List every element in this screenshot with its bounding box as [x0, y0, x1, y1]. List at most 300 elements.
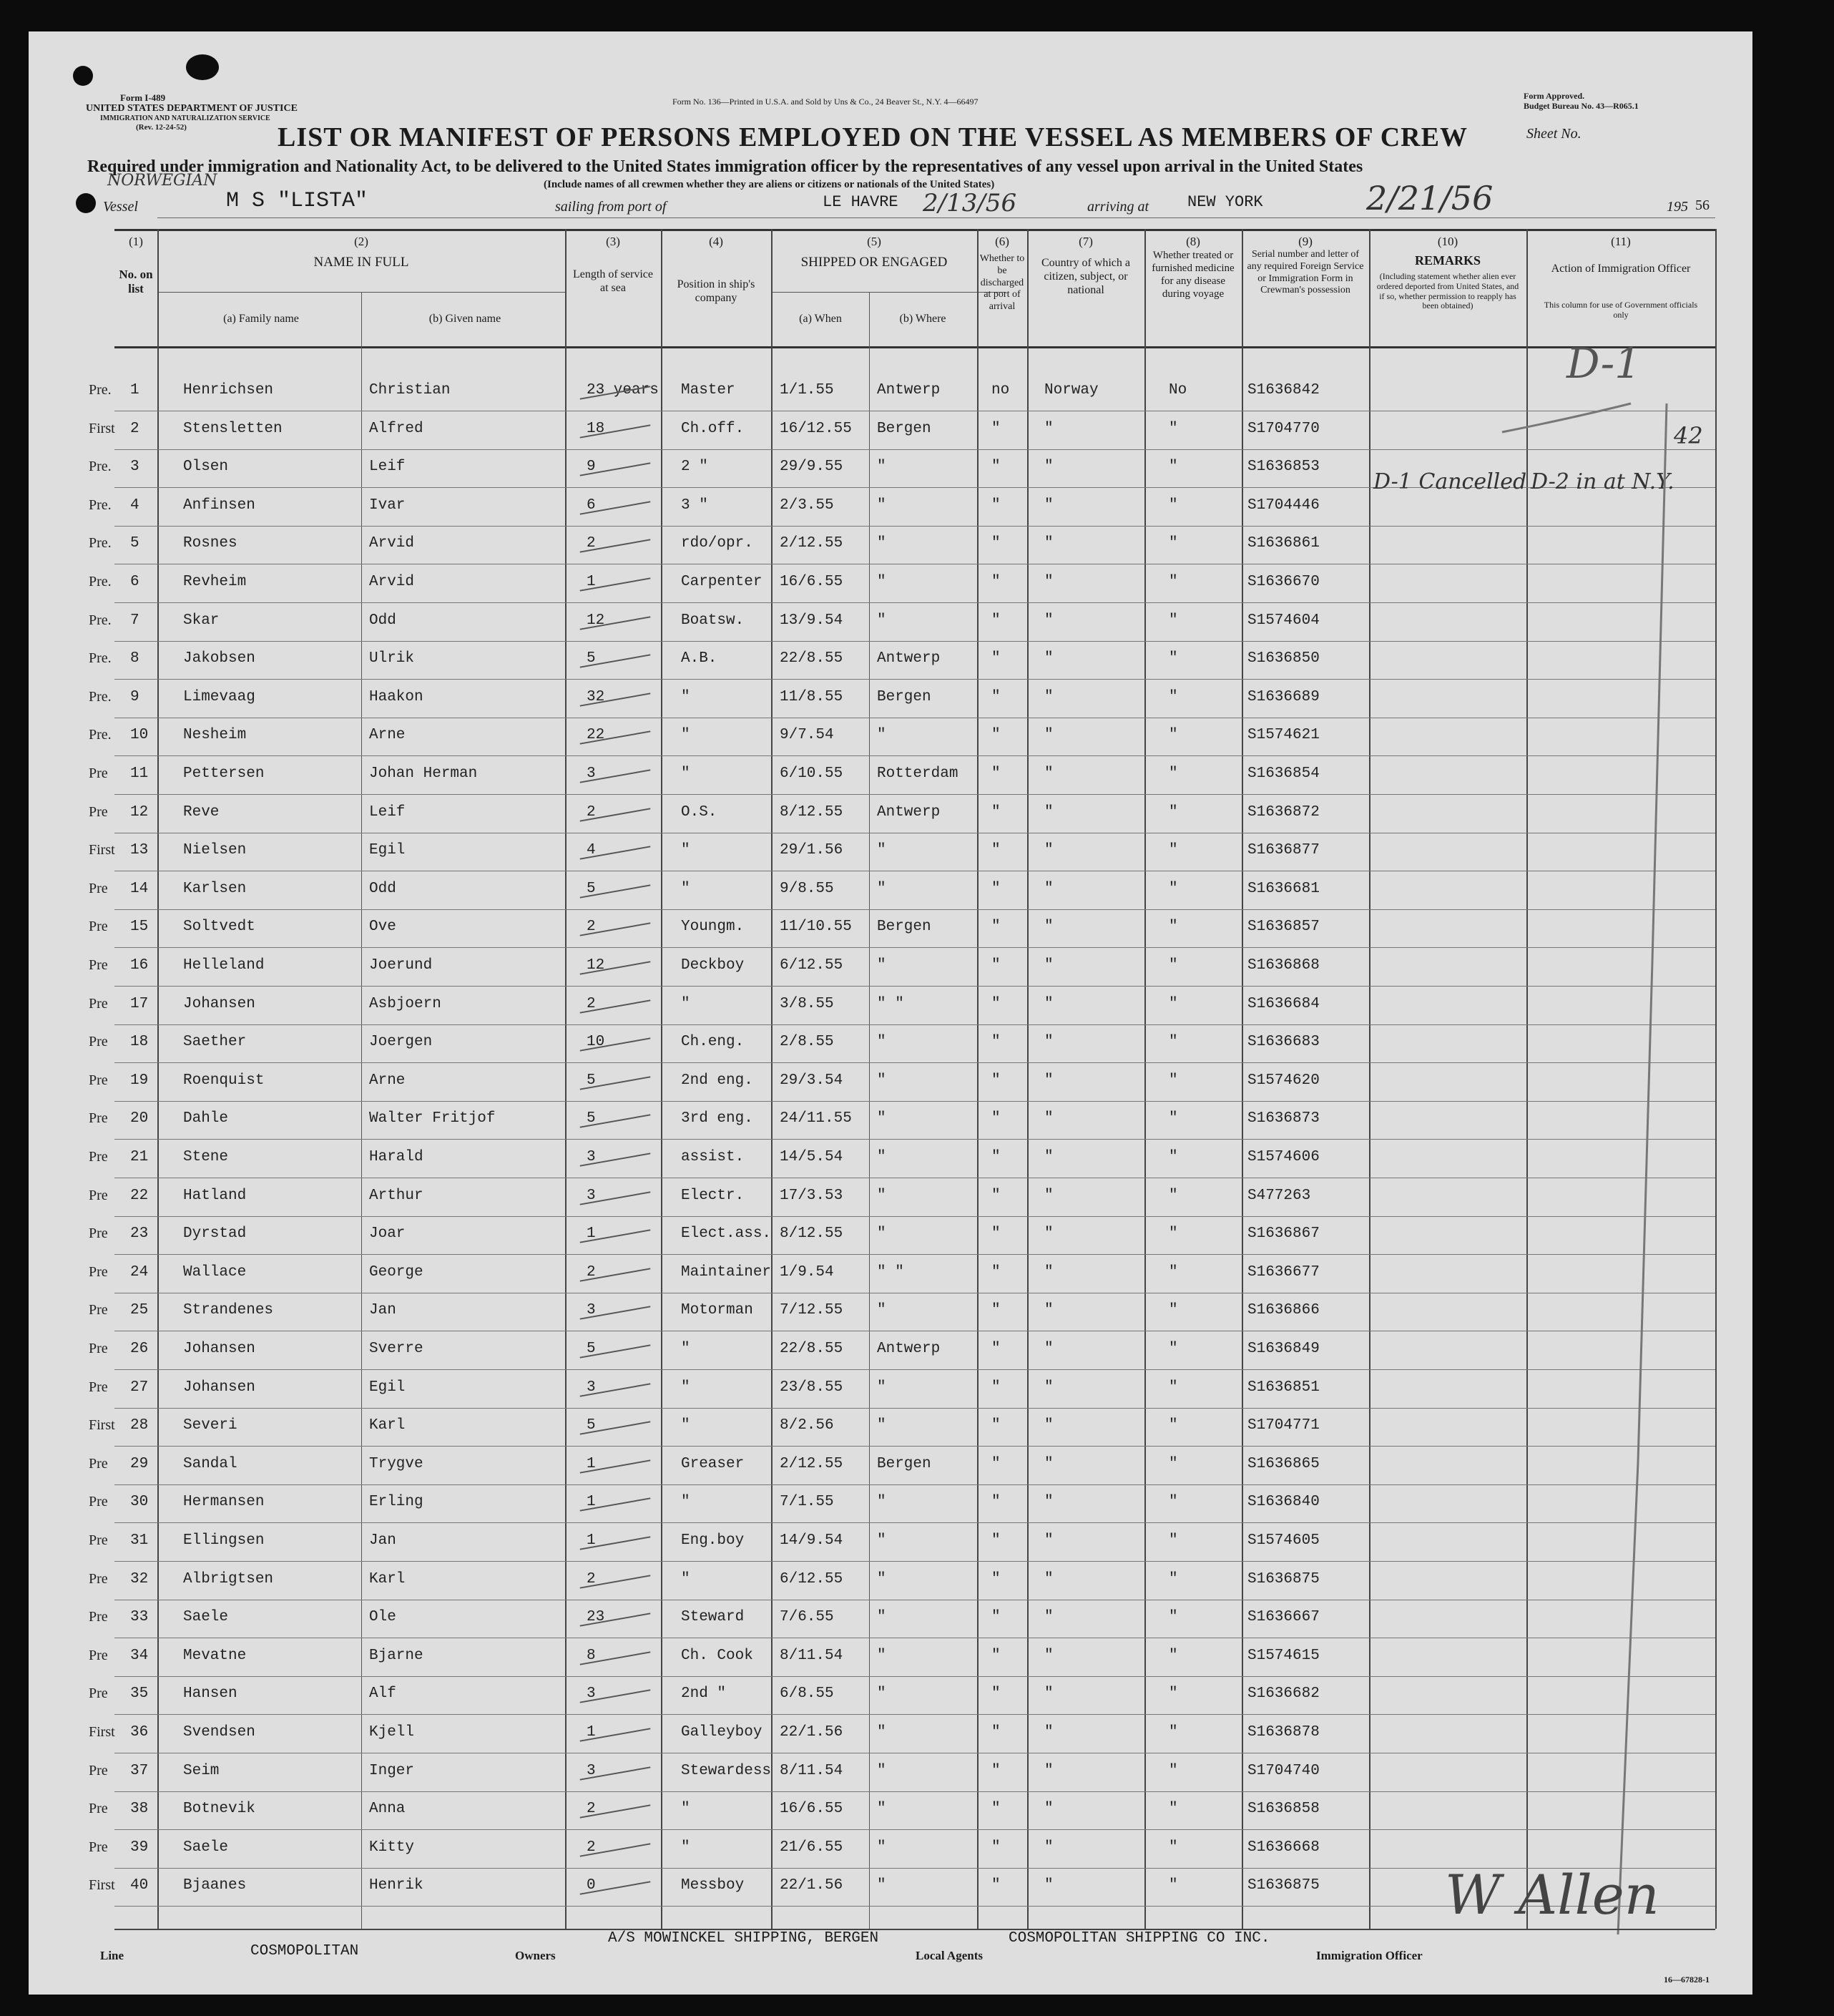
- position: Stewardess: [681, 1762, 772, 1779]
- col10-number: (10): [1437, 235, 1458, 248]
- discharged: ": [991, 1532, 1001, 1549]
- row-number: 40: [130, 1877, 149, 1894]
- row-prefix: Pre: [89, 1532, 108, 1548]
- serial-number: S1636875: [1247, 1570, 1320, 1587]
- row-number: 1: [130, 382, 139, 398]
- serial-number: S1636873: [1247, 1110, 1320, 1127]
- row-number: 9: [130, 688, 139, 705]
- shipped-where: Bergen: [877, 420, 931, 437]
- given-name: Arvid: [369, 535, 415, 552]
- family-name: Hatland: [183, 1187, 247, 1204]
- position: Maintainer: [681, 1263, 772, 1281]
- family-name: Mevatne: [183, 1647, 247, 1664]
- shipped-when: 11/10.55: [780, 919, 852, 936]
- shipped-when: 8/12.55: [780, 803, 843, 821]
- country: ": [1044, 727, 1054, 744]
- row-number: 28: [130, 1417, 149, 1434]
- treated: ": [1169, 496, 1178, 514]
- row-number: 13: [130, 842, 149, 859]
- shipped-where: ": [877, 1877, 886, 1894]
- serial-number: S1636866: [1247, 1302, 1320, 1319]
- shipped-where: ": [877, 1072, 886, 1089]
- given-name: Anna: [369, 1801, 406, 1818]
- serial-number: S1704771: [1247, 1417, 1320, 1434]
- treated: ": [1169, 650, 1178, 667]
- shipped-where: ": [877, 842, 886, 859]
- given-name: Henrik: [369, 1877, 423, 1894]
- treated: ": [1169, 1417, 1178, 1434]
- serial-number: S1636668: [1247, 1839, 1320, 1856]
- treated: ": [1169, 880, 1178, 897]
- given-name: Egil: [369, 1379, 406, 1396]
- sailing-date-handwritten: 2/13/56: [923, 189, 1017, 217]
- discharged: ": [991, 1609, 1001, 1626]
- row-prefix: Pre.: [89, 496, 112, 513]
- service-length: 22: [587, 727, 605, 744]
- form-approved: Form Approved.: [1524, 91, 1585, 101]
- given-name: Alfred: [369, 420, 423, 437]
- given-name: Leif: [369, 459, 406, 476]
- position: Motorman: [681, 1302, 753, 1319]
- row-prefix: First: [89, 842, 115, 858]
- row-prefix: Pre: [89, 957, 108, 973]
- treated: ": [1169, 765, 1178, 782]
- row-prefix: Pre: [89, 1647, 108, 1663]
- country: ": [1044, 995, 1054, 1012]
- row1-action-handwritten: D-1: [1566, 339, 1642, 388]
- family-name: Soltvedt: [183, 919, 255, 936]
- shipped-when: 29/3.54: [780, 1072, 843, 1089]
- treated: ": [1169, 688, 1178, 705]
- country: ": [1044, 612, 1054, 629]
- form-code: 16—67828-1: [1664, 1975, 1710, 1985]
- family-name: Dahle: [183, 1110, 229, 1127]
- given-name: Asbjoern: [369, 995, 441, 1012]
- shipped-where: ": [877, 880, 886, 897]
- given-name: Arvid: [369, 574, 415, 590]
- treated: ": [1169, 1110, 1178, 1127]
- service-length: 23: [587, 1609, 605, 1626]
- family-name: Hansen: [183, 1685, 237, 1703]
- row-number: 37: [130, 1762, 149, 1779]
- shipped-when: 8/2.56: [780, 1417, 834, 1434]
- shipped-where: ": [877, 727, 886, 744]
- treated: ": [1169, 1647, 1178, 1664]
- given-name: Trygve: [369, 1455, 423, 1472]
- family-name: Karlsen: [183, 880, 247, 897]
- shipped-when: 8/11.54: [780, 1647, 843, 1664]
- treated: ": [1169, 1341, 1178, 1357]
- treated: ": [1169, 1762, 1178, 1779]
- serial-number: S1636670: [1247, 574, 1320, 590]
- family-name: Jakobsen: [183, 650, 255, 667]
- discharged: no: [991, 382, 1010, 398]
- serial-number: S1636681: [1247, 880, 1320, 897]
- serial-number: S1574621: [1247, 727, 1320, 744]
- position: ": [681, 842, 690, 859]
- shipped-where: ": [877, 1149, 886, 1165]
- country: ": [1044, 1187, 1054, 1204]
- shipped-where: ": [877, 1187, 886, 1204]
- row-number: 14: [130, 880, 149, 897]
- service-length: 32: [587, 688, 605, 705]
- shipped-when: 21/6.55: [780, 1839, 843, 1856]
- row-number: 38: [130, 1801, 149, 1818]
- family-name: Wallace: [183, 1263, 247, 1281]
- local-agents-label: Local Agents: [916, 1949, 983, 1962]
- position: Steward: [681, 1609, 745, 1626]
- treated: ": [1169, 1685, 1178, 1703]
- given-name: Joerund: [369, 957, 433, 974]
- serial-number: S1574620: [1247, 1072, 1320, 1089]
- row-prefix: Pre: [89, 1341, 108, 1356]
- position: A.B.: [681, 650, 717, 667]
- col5a-header: (a) When: [799, 313, 842, 325]
- given-name: Walter Fritjof: [369, 1110, 496, 1127]
- service-length: 2: [587, 995, 596, 1012]
- service-length: 10: [587, 1034, 605, 1051]
- owners-value: A/S MOWINCKEL SHIPPING, BERGEN: [608, 1930, 879, 1947]
- table-bottom-rule: [114, 1929, 1715, 1930]
- shipped-when: 6/12.55: [780, 957, 843, 974]
- row-number: 32: [130, 1570, 149, 1587]
- shipped-when: 1/1.55: [780, 382, 834, 398]
- service-length: 2: [587, 919, 596, 936]
- position: Greaser: [681, 1455, 745, 1472]
- family-name: Johansen: [183, 995, 255, 1012]
- service: IMMIGRATION AND NATURALIZATION SERVICE: [100, 114, 270, 122]
- position: Eng.boy: [681, 1532, 745, 1549]
- position: ": [681, 1801, 690, 1818]
- shipped-where: ": [877, 1685, 886, 1703]
- serial-number: S477263: [1247, 1187, 1311, 1204]
- row-number: 31: [130, 1532, 149, 1549]
- given-name: Joar: [369, 1225, 406, 1243]
- service-length: 12: [587, 957, 605, 974]
- row-number: 33: [130, 1609, 149, 1626]
- country: ": [1044, 1149, 1054, 1165]
- col5b-header: (b) Where: [899, 313, 946, 325]
- family-name: Severi: [183, 1417, 237, 1434]
- row-prefix: Pre.: [89, 688, 112, 705]
- shipped-where: Antwerp: [877, 803, 941, 821]
- col10-header: REMARKS: [1414, 253, 1481, 268]
- serial-number: S1636872: [1247, 803, 1320, 821]
- position: ": [681, 1341, 690, 1357]
- treated: ": [1169, 1034, 1178, 1051]
- serial-number: S1636851: [1247, 1379, 1320, 1396]
- shipped-where: ": [877, 957, 886, 974]
- given-name: Leif: [369, 803, 406, 821]
- row-prefix: Pre: [89, 1839, 108, 1855]
- row-prefix: Pre: [89, 1609, 108, 1625]
- discharged: ": [991, 1877, 1001, 1894]
- country: ": [1044, 1110, 1054, 1127]
- serial-number: S1704740: [1247, 1762, 1320, 1779]
- position: ": [681, 1494, 690, 1511]
- country: ": [1044, 880, 1054, 897]
- discharged: ": [991, 919, 1001, 936]
- col4-number: (4): [709, 235, 723, 248]
- treated: ": [1169, 1187, 1178, 1204]
- family-name: Roenquist: [183, 1072, 265, 1089]
- given-name: Johan Herman: [369, 765, 478, 782]
- row-prefix: Pre: [89, 1801, 108, 1817]
- immigration-officer-signature: W Allen: [1445, 1863, 1659, 1927]
- shipped-where: ": [877, 1302, 886, 1319]
- row-prefix: First: [89, 1417, 115, 1434]
- shipped-when: 16/6.55: [780, 574, 843, 590]
- shipped-where: Rotterdam: [877, 765, 958, 782]
- treated: ": [1169, 957, 1178, 974]
- col11-note: This column for use of Government officials only: [1544, 300, 1698, 320]
- country: ": [1044, 803, 1054, 821]
- treated: ": [1169, 803, 1178, 821]
- given-name: Haakon: [369, 688, 423, 705]
- shipped-where: ": [877, 1762, 886, 1779]
- serial-number: S1636878: [1247, 1724, 1320, 1741]
- printer-note: Form No. 136—Printed in U.S.A. and Sold by Uns & Co., 24 Beaver St., N.Y. 4—66497: [672, 97, 979, 107]
- shipped-when: 8/11.54: [780, 1762, 843, 1779]
- position: 3rd eng.: [681, 1110, 753, 1127]
- row-number: 25: [130, 1302, 149, 1319]
- row-number: 26: [130, 1341, 149, 1357]
- given-name: Arne: [369, 1072, 406, 1089]
- shipped-where: " ": [877, 1263, 904, 1281]
- family-name: Anfinsen: [183, 496, 255, 514]
- given-name: Alf: [369, 1685, 396, 1703]
- col8-header: Whether treated or furnished medicine for any disease during voyage: [1152, 250, 1235, 300]
- row-number: 22: [130, 1187, 149, 1204]
- position: ": [681, 1417, 690, 1434]
- discharged: ": [991, 1149, 1001, 1165]
- family-name: Limevaag: [183, 688, 255, 705]
- discharged: ": [991, 765, 1001, 782]
- row-prefix: Pre: [89, 1685, 108, 1702]
- shipped-where: Antwerp: [877, 382, 941, 398]
- serial-number: S1636684: [1247, 995, 1320, 1012]
- serial-number: S1636840: [1247, 1494, 1320, 1511]
- service-length: 2: [587, 1839, 596, 1856]
- country: ": [1044, 842, 1054, 859]
- serial-number: S1636689: [1247, 688, 1320, 705]
- position: ": [681, 1839, 690, 1856]
- treated: ": [1169, 995, 1178, 1012]
- discharged: ": [991, 1455, 1001, 1472]
- shipped-where: ": [877, 496, 886, 514]
- shipped-when: 22/1.56: [780, 1724, 843, 1741]
- given-name: Egil: [369, 842, 406, 859]
- owners-label: Owners: [515, 1949, 556, 1962]
- family-name: Dyrstad: [183, 1225, 247, 1243]
- country: ": [1044, 420, 1054, 437]
- family-name: Skar: [183, 612, 220, 629]
- shipped-where: ": [877, 459, 886, 476]
- serial-number: S1636867: [1247, 1225, 1320, 1243]
- service-length: 0: [587, 1877, 596, 1894]
- service-length: 6: [587, 496, 596, 514]
- position: Ch. Cook: [681, 1647, 753, 1664]
- discharged: ": [991, 612, 1001, 629]
- shipped-where: ": [877, 1724, 886, 1741]
- position: Deckboy: [681, 957, 745, 974]
- service-length: 8: [587, 1647, 596, 1664]
- row-prefix: Pre: [89, 1110, 108, 1127]
- position: Messboy: [681, 1877, 745, 1894]
- service-length: 3: [587, 1187, 596, 1204]
- treated: ": [1169, 727, 1178, 744]
- treated: ": [1169, 459, 1178, 476]
- punch-hole: [76, 193, 96, 213]
- row-number: 7: [130, 612, 139, 629]
- discharged: ": [991, 1225, 1001, 1243]
- row-number: 6: [130, 574, 139, 590]
- serial-number: S1574604: [1247, 612, 1320, 629]
- given-name: Bjarne: [369, 1647, 423, 1664]
- family-name: Revheim: [183, 574, 247, 590]
- discharged: ": [991, 1762, 1001, 1779]
- row-prefix: Pre: [89, 1072, 108, 1088]
- discharged: ": [991, 1302, 1001, 1319]
- shipped-when: 22/1.56: [780, 1877, 843, 1894]
- treated: ": [1169, 1379, 1178, 1396]
- manifest-subtitle: Required under immigration and Nationality Act, to be delivered to the United States immigration officer by the representatives of any vessel upon arrival in the United States: [87, 157, 1363, 176]
- discharged: ": [991, 727, 1001, 744]
- family-name: Sandal: [183, 1455, 237, 1472]
- country: ": [1044, 1225, 1054, 1243]
- given-name: Kjell: [369, 1724, 415, 1741]
- family-name: Saether: [183, 1034, 247, 1051]
- serial-number: S1636850: [1247, 650, 1320, 667]
- row-prefix: Pre.: [89, 574, 112, 589]
- given-name: Ivar: [369, 496, 406, 514]
- service-length: 12: [587, 612, 605, 629]
- service-length: 9: [587, 459, 596, 476]
- family-name: Reve: [183, 803, 220, 821]
- col2b-header: (b) Given name: [428, 313, 501, 325]
- col5-number: (5): [867, 235, 881, 248]
- family-name: Nielsen: [183, 842, 247, 859]
- col-divider: [1715, 229, 1717, 1929]
- position: Elect.ass.: [681, 1225, 772, 1243]
- discharged: ": [991, 1570, 1001, 1587]
- serial-number: S1636857: [1247, 919, 1320, 936]
- discharged: ": [991, 535, 1001, 552]
- position: ": [681, 880, 690, 897]
- discharged: ": [991, 1685, 1001, 1703]
- col8-number: (8): [1186, 235, 1200, 248]
- discharged: ": [991, 1724, 1001, 1741]
- row-prefix: Pre.: [89, 727, 112, 743]
- family-name: Henrichsen: [183, 382, 274, 398]
- shipped-when: 6/12.55: [780, 1570, 843, 1587]
- country: ": [1044, 1455, 1054, 1472]
- service-length: 2: [587, 1263, 596, 1281]
- local-agents-value: COSMOPOLITAN SHIPPING CO INC.: [1009, 1930, 1270, 1947]
- family-name: Pettersen: [183, 765, 265, 782]
- service-length: 5: [587, 1341, 596, 1357]
- shipped-where: ": [877, 574, 886, 590]
- row-number: 11: [130, 765, 149, 782]
- serial-number: S1574605: [1247, 1532, 1320, 1549]
- col9-number: (9): [1298, 235, 1313, 248]
- treated: ": [1169, 1839, 1178, 1856]
- pencil-mark: [1459, 389, 1688, 1949]
- treated: ": [1169, 842, 1178, 859]
- discharged: ": [991, 459, 1001, 476]
- country: ": [1044, 1379, 1054, 1396]
- col-divider: [361, 292, 362, 1929]
- col2a-header: (a) Family name: [223, 313, 299, 325]
- shipped-when: 1/9.54: [780, 1263, 834, 1281]
- col10-note: (Including statement whether alien ever ordered deported from United States, and if so, whether permission to reapply has been obtained): [1376, 271, 1519, 311]
- service-length: 1: [587, 1455, 596, 1472]
- row-prefix: Pre: [89, 919, 108, 935]
- vessel-label: Vessel: [103, 199, 138, 215]
- country: ": [1044, 1263, 1054, 1281]
- shipped-where: ": [877, 612, 886, 629]
- family-name: Nesheim: [183, 727, 247, 744]
- discharged: ": [991, 420, 1001, 437]
- given-name: Joergen: [369, 1034, 433, 1051]
- row-number: 34: [130, 1647, 149, 1664]
- col4-header: Position in ship's company: [677, 278, 755, 305]
- serial-number: S1636677: [1247, 1263, 1320, 1281]
- family-name: Johansen: [183, 1379, 255, 1396]
- service-length: 5: [587, 1110, 596, 1127]
- position: assist.: [681, 1149, 745, 1165]
- family-name: Ellingsen: [183, 1532, 265, 1549]
- shipped-when: 7/6.55: [780, 1609, 834, 1626]
- country: ": [1044, 1072, 1054, 1089]
- service-length: 3: [587, 1149, 596, 1165]
- shipped-when: 7/1.55: [780, 1494, 834, 1511]
- family-name: Svendsen: [183, 1724, 255, 1741]
- year-prefix: 195: [1667, 199, 1688, 215]
- treated: ": [1169, 1877, 1178, 1894]
- col-divider: [565, 229, 567, 1929]
- position: 2 ": [681, 459, 708, 476]
- row-number: 17: [130, 995, 149, 1012]
- punch-hole: [73, 66, 93, 86]
- given-name: Jan: [369, 1532, 396, 1549]
- treated: ": [1169, 1225, 1178, 1243]
- family-name: Rosnes: [183, 535, 237, 552]
- shipped-where: ": [877, 535, 886, 552]
- row-number: 23: [130, 1225, 149, 1243]
- country: ": [1044, 535, 1054, 552]
- row-number: 39: [130, 1839, 149, 1856]
- discharged: ": [991, 574, 1001, 590]
- row-prefix: Pre.: [89, 535, 112, 552]
- row-prefix: Pre: [89, 1263, 108, 1280]
- discharged: ": [991, 1647, 1001, 1664]
- row-number: 35: [130, 1685, 149, 1703]
- country: ": [1044, 957, 1054, 974]
- row-number: 16: [130, 957, 149, 974]
- position: 3 ": [681, 496, 708, 514]
- position: 2nd eng.: [681, 1072, 753, 1089]
- shipped-when: 9/7.54: [780, 727, 834, 744]
- service-length: 4: [587, 842, 596, 859]
- country: ": [1044, 496, 1054, 514]
- col-divider: [1144, 229, 1146, 1929]
- shipped-where: ": [877, 1839, 886, 1856]
- given-name: Karl: [369, 1570, 406, 1587]
- family-name: Stene: [183, 1149, 229, 1165]
- family-name: Saele: [183, 1839, 229, 1856]
- given-name: Christian: [369, 382, 451, 398]
